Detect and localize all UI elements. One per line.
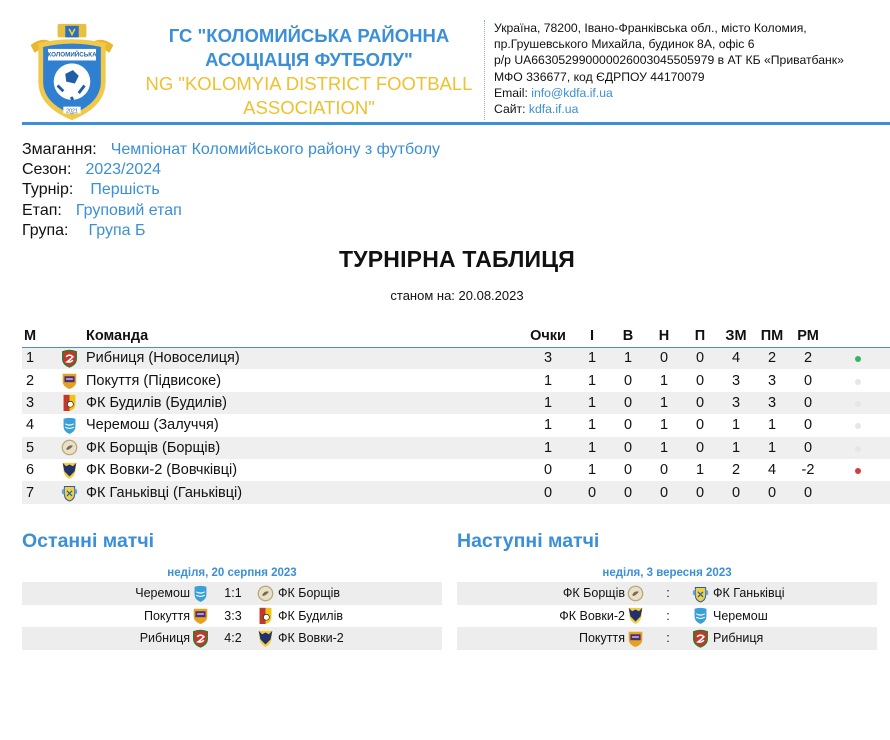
match-score: : (666, 631, 670, 646)
win-dot-icon (855, 356, 861, 362)
team-name: ФК Борщів (Борщів) (86, 437, 522, 459)
goal-diff: 2 (790, 347, 826, 369)
lost: 1 (695, 462, 705, 479)
played: 1 (587, 372, 597, 389)
as-of-date: станом на: 20.08.2023 (390, 288, 524, 303)
lost: 0 (695, 417, 705, 434)
borshchiv-crest-icon (52, 437, 86, 459)
team-name: ФК Вовки-2 (Вовчківці) (86, 462, 238, 479)
points: 1 (522, 392, 574, 414)
tournament-row (22, 180, 440, 200)
goal-diff: 0 (790, 437, 826, 459)
lost: 0 (682, 481, 718, 503)
match-score: : (666, 586, 670, 601)
lost: 0 (682, 392, 718, 414)
vovky-crest-icon (252, 629, 274, 648)
drawn: 0 (659, 462, 669, 479)
standings-header-row (22, 326, 890, 347)
pokuttia-crest-icon (52, 369, 86, 391)
match-row (22, 582, 442, 605)
goals-against: 4 (767, 462, 777, 479)
col-goals-for: ЗМ (718, 326, 754, 347)
goals-against: 2 (754, 347, 790, 369)
site-label: Сайт: (494, 102, 526, 117)
match-row (22, 605, 442, 628)
budyliv-crest-icon (52, 392, 86, 414)
form-indicator (826, 369, 890, 391)
hankivtsi-crest-icon (52, 481, 86, 503)
tournament-value: Першість (90, 181, 160, 199)
stage-row (22, 201, 440, 221)
competition-row (22, 140, 440, 160)
goals-against: 1 (754, 437, 790, 459)
pokuttia-crest-icon (192, 606, 214, 625)
form-indicator (826, 481, 890, 503)
drawn: 0 (646, 347, 682, 369)
match-row (22, 627, 442, 650)
match-score: : (666, 608, 670, 623)
last-matches-title: Останні матчі (22, 530, 155, 552)
org-name-en-line2: ASSOCIATION" (243, 97, 375, 118)
goals-for: 3 (731, 372, 741, 389)
position: 6 (26, 462, 35, 479)
season-label: Сезон: (22, 161, 72, 179)
group-label: Група: (22, 221, 69, 239)
next-matches-title: Наступні матчі (457, 530, 600, 552)
draw-dot-icon (855, 379, 861, 385)
played: 1 (587, 417, 597, 434)
points: 0 (522, 481, 574, 503)
form-indicator (826, 392, 890, 414)
email-link[interactable]: info@kdfa.if.ua (531, 85, 613, 100)
points: 1 (522, 437, 574, 459)
goal-diff: 0 (790, 481, 826, 503)
hankivtsi-crest-icon (687, 584, 709, 603)
col-team: Команда (86, 326, 522, 347)
home-team: ФК Борщів (562, 586, 625, 601)
borshchiv-crest-icon (252, 584, 274, 603)
col-position: М (22, 326, 52, 347)
goal-diff: -2 (801, 462, 815, 479)
cheremosh-crest-icon (687, 606, 709, 625)
home-team: Покуття (578, 631, 625, 646)
position: 1 (22, 347, 52, 369)
organization-name (134, 24, 484, 120)
site-link[interactable]: kdfa.if.ua (528, 102, 579, 117)
draw-dot-icon (855, 446, 861, 452)
col-crest (52, 326, 86, 347)
won: 1 (610, 347, 646, 369)
col-drawn: Н (646, 326, 682, 347)
home-team: Рибниця (139, 631, 190, 646)
played: 1 (574, 347, 610, 369)
away-team: ФК Вовки-2 (278, 631, 344, 646)
season-value: 2023/2024 (85, 161, 162, 179)
lost: 0 (695, 372, 705, 389)
won: 0 (623, 372, 633, 389)
document-header (22, 18, 890, 122)
next-matches-section (457, 530, 877, 650)
vovky-crest-icon (627, 606, 649, 625)
col-goals-against: ПМ (754, 326, 790, 347)
address-line-2: пр.Грушевського Михайла, будинок 8А, офіс 6 (494, 37, 755, 52)
goals-against: 3 (754, 392, 790, 414)
stage-value: Груповий етап (75, 201, 182, 219)
team-name: Черемош (Залуччя) (86, 417, 219, 434)
next-matches-date: неділя, 3 вересня 2023 (602, 567, 732, 579)
last-matches-section (22, 530, 442, 650)
match-score: 3:3 (224, 608, 242, 623)
goals-against: 3 (767, 372, 777, 389)
table-row (22, 459, 890, 481)
last-matches-date: неділя, 20 серпня 2023 (167, 567, 297, 579)
position: 4 (26, 417, 35, 434)
position: 7 (22, 481, 52, 503)
won: 0 (610, 437, 646, 459)
rybnytsia-crest-icon (52, 347, 86, 369)
group-row (22, 221, 440, 241)
away-team: Рибниця (713, 631, 764, 646)
rybnytsia-crest-icon (687, 629, 709, 648)
table-row (22, 481, 890, 503)
group-value: Група Б (88, 221, 146, 239)
points: 1 (543, 417, 553, 434)
goal-diff: 0 (803, 372, 813, 389)
away-team: ФК Ганьківці (713, 586, 785, 601)
team-name: Покуття (Підвисоке) (86, 372, 222, 389)
won: 0 (610, 481, 646, 503)
cheremosh-crest-icon (192, 584, 214, 603)
goals-for: 3 (718, 392, 754, 414)
away-team: ФК Будилів (278, 608, 344, 623)
home-team: Черемош (135, 586, 190, 601)
goals-for: 1 (731, 417, 741, 434)
goals-against: 1 (767, 417, 777, 434)
site-row (494, 101, 844, 117)
lost: 0 (682, 347, 718, 369)
match-score: 1:1 (224, 586, 242, 601)
form-indicator (826, 414, 890, 436)
form-indicator (826, 459, 890, 481)
home-team: ФК Вовки-2 (559, 608, 625, 623)
col-won: В (610, 326, 646, 347)
position: 5 (22, 437, 52, 459)
col-played: І (574, 326, 610, 347)
form-indicator (826, 437, 890, 459)
borshchiv-crest-icon (627, 584, 649, 603)
home-team: Покуття (143, 608, 190, 623)
goals-for: 1 (718, 437, 754, 459)
played: 0 (574, 481, 610, 503)
loss-dot-icon (855, 468, 861, 474)
points: 0 (543, 462, 553, 479)
match-row (457, 605, 877, 628)
registration-codes: МФО 336677, код ЄДРПОУ 44170079 (494, 69, 705, 84)
match-score: 4:2 (224, 631, 242, 646)
tournament-label: Турнір: (22, 181, 74, 199)
org-name-ua-line1: ГС "КОЛОМИЙСЬКА РАЙОННА (168, 25, 450, 46)
drawn: 1 (659, 417, 669, 434)
col-lost: П (682, 326, 718, 347)
vovky-crest-icon (52, 459, 86, 481)
team-name: ФК Ганьківці (Ганьківці) (86, 481, 522, 503)
season-row (22, 160, 440, 180)
table-row (22, 392, 890, 414)
col-points: Очки (522, 326, 574, 347)
contact-info (484, 20, 844, 120)
org-name-en-line1: NG "KOLOMYIA DISTRICT FOOTBALL (145, 73, 473, 94)
standings-table (22, 326, 890, 504)
pokuttia-crest-icon (627, 629, 649, 648)
table-row (22, 414, 890, 436)
drawn: 0 (646, 481, 682, 503)
won: 0 (623, 417, 633, 434)
rybnytsia-crest-icon (192, 629, 214, 648)
lost: 0 (682, 437, 718, 459)
table-row (22, 347, 890, 369)
goal-diff: 0 (803, 417, 813, 434)
position: 3 (22, 392, 52, 414)
svg-text:2021: 2021 (66, 108, 78, 115)
won: 0 (610, 392, 646, 414)
stage-label: Етап: (22, 201, 62, 219)
competition-value: Чемпіонат Коломийського району з футболу (110, 141, 441, 158)
team-name: Рибниця (Новоселиця) (86, 347, 522, 369)
match-row (457, 582, 877, 605)
cheremosh-crest-icon (52, 414, 86, 436)
played: 1 (574, 392, 610, 414)
budyliv-crest-icon (252, 606, 274, 625)
col-form (826, 326, 890, 347)
goal-diff: 0 (790, 392, 826, 414)
competition-meta (22, 140, 440, 241)
team-name: ФК Будилів (Будилів) (86, 392, 522, 414)
goals-for: 4 (718, 347, 754, 369)
drawn: 1 (659, 372, 669, 389)
points: 1 (543, 372, 553, 389)
header-divider (22, 122, 890, 125)
bank-account: р/р UA663052990000026003045505979 в АТ КБ «Приватбанк» (494, 53, 844, 68)
org-name-ua-line2: АСОЦІАЦІЯ ФУТБОЛУ" (205, 49, 413, 70)
col-goal-diff: РМ (790, 326, 826, 347)
match-row (457, 627, 877, 650)
played: 1 (574, 437, 610, 459)
goals-against: 0 (754, 481, 790, 503)
form-indicator (826, 347, 890, 369)
table-row (22, 437, 890, 459)
played: 1 (587, 462, 597, 479)
association-crest-icon (28, 22, 116, 122)
away-team: ФК Борщів (278, 586, 341, 601)
position: 2 (26, 372, 35, 389)
address-line-1: Україна, 78200, Івано-Франківська обл., місто Коломия, (494, 21, 807, 35)
goals-for: 0 (718, 481, 754, 503)
goals-for: 2 (731, 462, 741, 479)
page-title: ТУРНІРНА ТАБЛИЦЯ (338, 246, 576, 272)
table-row (22, 369, 890, 391)
drawn: 1 (646, 437, 682, 459)
away-team: Черемош (713, 608, 768, 623)
points: 3 (522, 347, 574, 369)
won: 0 (623, 462, 633, 479)
email-row (494, 85, 844, 101)
draw-dot-icon (855, 423, 861, 429)
draw-dot-icon (855, 401, 861, 407)
svg-text:КОЛОМИЙСЬКА: КОЛОМИЙСЬКА (47, 51, 97, 59)
email-label: Email: (494, 85, 528, 100)
drawn: 1 (646, 392, 682, 414)
competition-label: Змагання: (22, 141, 97, 158)
